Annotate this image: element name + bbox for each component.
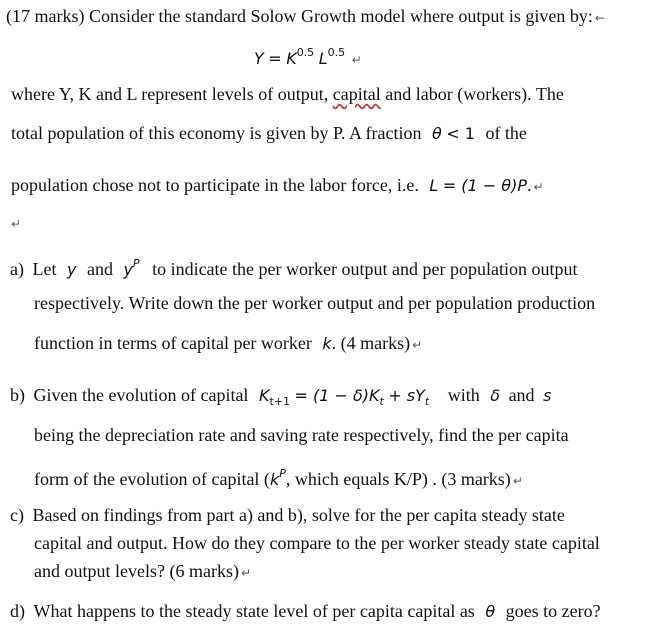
part-a-line-2: respectively. Write down the per worker output and per population production bbox=[34, 293, 596, 313]
marks-label: (17 marks) bbox=[6, 6, 85, 26]
part-a-line-3: function in terms of capital per worker k. (4 marks) ↵ bbox=[34, 333, 423, 353]
part-d-line-1: d) What happens to the steady state level of per capita capital as θ goes to zero? bbox=[10, 601, 601, 621]
part-b-line-3: form of the evolution of capital ($k^P$, which equals K/P) . (3 marks) ↵ bbox=[34, 467, 523, 489]
output-equation: $Y = K^{0.5}$ $L^{0.5}$ ↵ bbox=[254, 46, 362, 68]
part-b-line-2: being the depreciation rate and saving rate respectively, find the per capita bbox=[34, 425, 569, 445]
intro-line-2: where Y, K and L represent levels of output, capital and labor (workers). The bbox=[11, 84, 564, 104]
part-d-label: d) bbox=[10, 601, 25, 621]
spellcheck-word: capital bbox=[332, 84, 381, 104]
part-c-line-1: c) Based on findings from part a) and b), solve for the per capita steady state bbox=[10, 505, 565, 525]
intro-line-1 bbox=[6, 5, 605, 29]
part-b-label: b) bbox=[10, 385, 25, 405]
part-c-line-2: capital and output. How do they compare to the per worker steady state capital bbox=[34, 533, 600, 553]
return-mark-icon: ↵ bbox=[512, 474, 523, 488]
return-mark-icon: ↵ bbox=[351, 53, 362, 67]
return-mark-icon: ↵ bbox=[533, 180, 544, 194]
part-a-line-1: a) Let y and $y^P$ to indicate the per worker output and per population output bbox=[10, 257, 578, 279]
return-mark-icon: ↵ bbox=[11, 217, 22, 231]
part-a-label: a) bbox=[10, 259, 24, 279]
empty-paragraph bbox=[9, 211, 21, 235]
return-mark-icon: ↵ bbox=[412, 338, 423, 352]
part-c-label: c) bbox=[10, 505, 24, 525]
intro-text: Consider the standard Solow Growth model where output is given by: bbox=[88, 6, 593, 26]
intro-line-4: population chose not to participate in the labor force, i.e. L = (1 − θ)P. ↵ bbox=[11, 175, 544, 195]
part-b-line-1: b) Given the evolution of capital $K_{t+1} = (1 - \delta)K_t + sY_t$ with δ and s bbox=[10, 385, 552, 408]
intro-line-3: total population of this economy is given by P. A fraction θ < 1 of the bbox=[11, 123, 527, 143]
part-c-line-3: and output levels? (6 marks) ↵ bbox=[34, 561, 252, 581]
return-mark-icon: ↵ bbox=[240, 566, 252, 580]
return-arrow-icon: ← bbox=[594, 11, 605, 25]
